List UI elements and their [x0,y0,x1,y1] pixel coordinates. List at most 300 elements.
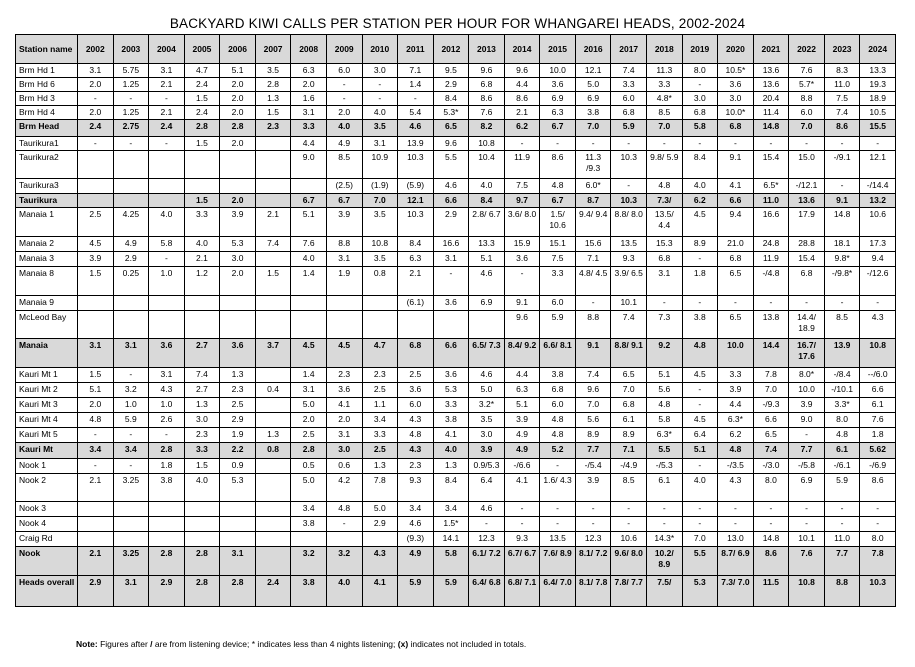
station-name: Taurikura3 [16,179,78,194]
value-cell: 3.1 [149,64,185,78]
value-cell: - [753,137,789,151]
value-cell: 3.1 [326,428,362,443]
value-cell: 8.8 [824,576,860,607]
value-cell: 17.9 [789,208,825,237]
value-cell: 9.4/ 9.4 [575,208,611,237]
value-cell: 7.7 [789,443,825,459]
value-cell: 5.62 [860,443,896,459]
value-cell [255,474,291,502]
station-name: Manaia 9 [16,296,78,311]
value-cell: 1.3 [255,92,291,106]
value-cell [113,532,149,547]
value-cell [255,194,291,208]
value-cell: 5.6 [575,413,611,428]
value-cell: 2.8/ 6.7 [469,208,505,237]
value-cell: 8.8 [575,311,611,339]
station-name: Brm Hd 4 [16,106,78,120]
value-cell: 12.1 [398,194,434,208]
value-cell: 4.0 [184,237,220,252]
value-cell: 4.0 [362,106,398,120]
value-cell: 7.4 [184,368,220,383]
value-cell: 15.3 [647,237,683,252]
value-cell: -/5.3 [647,459,683,474]
value-cell: 1.5 [184,137,220,151]
value-cell: 9.3 [398,474,434,502]
header-year: 2004 [149,35,185,64]
value-cell [255,532,291,547]
value-cell: 4.0 [326,576,362,607]
value-cell: 0.8 [362,267,398,296]
value-cell: 3.6 [433,368,469,383]
value-cell: 5.5 [433,151,469,179]
station-name: Kauri Mt 1 [16,368,78,383]
value-cell: 3.1 [433,252,469,267]
value-cell: 4.4 [291,137,327,151]
value-cell: 6.3 [540,106,576,120]
value-cell [291,532,327,547]
value-cell: 8.5 [611,474,647,502]
value-cell: 3.0 [326,443,362,459]
value-cell: 2.75 [113,120,149,137]
value-cell: 5.9 [540,311,576,339]
value-cell: 5.0 [362,502,398,517]
value-cell: 3.8 [149,474,185,502]
value-cell: 11.3 [647,64,683,78]
value-cell: 1.4 [291,368,327,383]
value-cell [113,296,149,311]
value-cell: 2.0 [220,267,256,296]
value-cell: -/4.8 [753,267,789,296]
value-cell: 5.0 [575,78,611,92]
station-name: Kauri Mt 5 [16,428,78,443]
value-cell: 2.2 [220,443,256,459]
value-cell: 1.5 [255,106,291,120]
header-row [16,35,896,64]
value-cell: 6.3* [647,428,683,443]
value-cell: 8.6 [469,92,505,106]
value-cell: 2.9 [149,576,185,607]
value-cell: 7.6 [860,413,896,428]
value-cell: - [362,78,398,92]
value-cell: 3.8 [433,413,469,428]
value-cell: 3.1 [647,267,683,296]
value-cell: 5.8 [149,237,185,252]
value-cell: 4.9 [504,443,540,459]
value-cell: 4.0 [433,443,469,459]
value-cell: 5.75 [113,64,149,78]
value-cell: 10.8 [860,339,896,368]
value-cell: 8.0 [860,532,896,547]
station-row [16,78,896,92]
value-cell: 2.0 [220,137,256,151]
value-cell: 6.8 [789,267,825,296]
value-cell: 3.3 [362,428,398,443]
value-cell: 3.9 [504,413,540,428]
value-cell: 8.6 [860,474,896,502]
value-cell: 5.4 [398,106,434,120]
value-cell: - [682,78,718,92]
value-cell: 14.4 [753,339,789,368]
value-cell: 2.1 [78,474,114,502]
value-cell: 2.5 [398,368,434,383]
station-row [16,383,896,398]
value-cell: 15.0 [789,151,825,179]
value-cell: 14.8 [753,532,789,547]
value-cell: - [824,502,860,517]
value-cell: 3.7 [255,339,291,368]
value-cell: 8.4 [398,237,434,252]
value-cell: 1.3 [220,368,256,383]
value-cell: - [860,502,896,517]
value-cell: 9.5 [433,64,469,78]
value-cell [326,311,362,339]
value-cell [255,179,291,194]
value-cell: -/6.9 [860,459,896,474]
value-cell: 1.3 [255,428,291,443]
value-cell [78,517,114,532]
value-cell: - [78,428,114,443]
value-cell: 2.0 [78,78,114,92]
value-cell: 7.6 [469,106,505,120]
station-name: Craig Rd [16,532,78,547]
table-title: BACKYARD KIWI CALLS PER STATION PER HOUR FOR WHANGAREI HEADS, 2002-2024 [169,16,746,31]
value-cell: 3.0 [469,428,505,443]
value-cell: 8.9 [682,237,718,252]
value-cell: 7.8 [860,547,896,576]
header-year: 2005 [184,35,220,64]
value-cell: 6.5/ 7.3 [469,339,505,368]
value-cell: 24.8 [753,237,789,252]
value-cell: 7.3/ [647,194,683,208]
table-body [16,64,896,607]
value-cell: 2.8 [149,547,185,576]
value-cell: 4.3 [398,443,434,459]
value-cell: 1.5 [78,368,114,383]
value-cell: 0.8 [255,443,291,459]
station-row [16,208,896,237]
station-name: Nook 4 [16,517,78,532]
area-total-row [16,443,896,459]
value-cell: -/3.0 [753,459,789,474]
value-cell: 2.1 [504,106,540,120]
value-cell: 3.5 [469,413,505,428]
value-cell [255,368,291,383]
station-name: Heads overall [16,576,78,607]
header-year: 2009 [326,35,362,64]
value-cell: 2.5 [362,383,398,398]
value-cell: 4.3 [398,413,434,428]
value-cell: - [824,179,860,194]
value-cell: 0.4 [255,383,291,398]
header-year: 2023 [824,35,860,64]
value-cell: 7.3 [647,311,683,339]
value-cell: 9.7 [504,194,540,208]
value-cell: 10.5 [860,106,896,120]
value-cell: - [78,459,114,474]
kiwi-calls-table [15,34,896,607]
value-cell: 4.5 [78,237,114,252]
value-cell: 10.0 [718,339,754,368]
value-cell: 11.5 [753,576,789,607]
station-row [16,64,896,78]
value-cell: - [540,459,576,474]
value-cell: 8.8 [326,237,362,252]
value-cell: 8.7 [575,194,611,208]
header-year: 2018 [647,35,683,64]
value-cell: 4.4 [504,78,540,92]
value-cell: 15.9 [504,237,540,252]
station-row [16,179,896,194]
value-cell: 9.0 [789,413,825,428]
station-name: Manaia 8 [16,267,78,296]
value-cell: 7.6 [789,64,825,78]
station-name: Kauri Mt 4 [16,413,78,428]
value-cell: -/12.1 [789,179,825,194]
value-cell: 6.1 [824,443,860,459]
value-cell: - [682,398,718,413]
station-name: Taurikura [16,194,78,208]
station-row [16,398,896,413]
value-cell: (9.3) [398,532,434,547]
value-cell: - [149,92,185,106]
value-cell: - [504,517,540,532]
value-cell: 12.3 [469,532,505,547]
value-cell: 9.1 [575,339,611,368]
value-cell: 13.9 [824,339,860,368]
note-text-3: indicates not included in totals. [408,639,527,649]
value-cell: 8.5 [647,106,683,120]
value-cell [184,517,220,532]
value-cell: 11.4 [753,106,789,120]
value-cell: 2.0 [326,413,362,428]
value-cell: 4.4 [504,368,540,383]
header-year: 2019 [682,35,718,64]
station-name: Manaia [16,339,78,368]
value-cell: 2.4 [149,120,185,137]
value-cell: 3.4 [362,413,398,428]
value-cell: 4.0 [149,208,185,237]
value-cell: 2.9 [362,517,398,532]
value-cell: 3.0 [220,252,256,267]
value-cell: 3.3 [184,208,220,237]
station-row [16,502,896,517]
value-cell: 3.6 [220,339,256,368]
value-cell: 11.9 [753,252,789,267]
value-cell: 1.0 [113,398,149,413]
area-total-row [16,339,896,368]
value-cell: 0.6 [326,459,362,474]
value-cell: 3.1 [78,64,114,78]
value-cell: 7.4 [824,106,860,120]
value-cell: 1.5/ 10.6 [540,208,576,237]
value-cell: 15.1 [540,237,576,252]
value-cell [255,547,291,576]
value-cell: 7.4 [611,311,647,339]
value-cell: - [647,137,683,151]
value-cell: -/12.6 [860,267,896,296]
value-cell: 10.0 [540,64,576,78]
value-cell [433,311,469,339]
value-cell: 16.7/ 17.6 [789,339,825,368]
value-cell: 6.5 [718,311,754,339]
value-cell: 5.0 [291,398,327,413]
value-cell: - [718,502,754,517]
value-cell: 7.7 [575,443,611,459]
value-cell: 10.6 [611,532,647,547]
value-cell: 5.3 [220,474,256,502]
value-cell: 1.5* [433,517,469,532]
header-station-name: Station name [16,35,78,64]
station-row [16,151,896,179]
value-cell: 0.9/5.3 [469,459,505,474]
value-cell: 8.4/ 9.2 [504,339,540,368]
value-cell: - [718,296,754,311]
value-cell: 3.3 [291,120,327,137]
value-cell: 4.9 [113,237,149,252]
header-year: 2022 [789,35,825,64]
value-cell: 6.1 [611,413,647,428]
value-cell: - [504,502,540,517]
value-cell: 6.0* [575,179,611,194]
value-cell: 7.4 [255,237,291,252]
value-cell: -/6.1 [824,459,860,474]
value-cell: 7.6 [789,547,825,576]
value-cell: 7.7 [824,547,860,576]
value-cell [291,311,327,339]
value-cell [220,151,256,179]
value-cell [255,296,291,311]
footnote [76,639,526,649]
value-cell: -/14.4 [860,179,896,194]
value-cell: --/6.0 [860,368,896,383]
value-cell: - [753,502,789,517]
value-cell: 4.8 [540,428,576,443]
value-cell: 8.6 [824,120,860,137]
value-cell: - [149,428,185,443]
value-cell: 13.9 [398,137,434,151]
value-cell: 4.0 [326,120,362,137]
value-cell: 4.8 [647,398,683,413]
value-cell: 4.1 [504,474,540,502]
value-cell: 5.0 [291,474,327,502]
value-cell: 6.3 [504,383,540,398]
value-cell: 2.1 [184,252,220,267]
value-cell: - [682,252,718,267]
header-year: 2002 [78,35,114,64]
value-cell: 7.0 [362,194,398,208]
value-cell: 2.0 [78,398,114,413]
value-cell: - [789,517,825,532]
value-cell: 13.6 [753,64,789,78]
header-year: 2014 [504,35,540,64]
value-cell: 4.9 [504,428,540,443]
station-name: Brm Hd 1 [16,64,78,78]
value-cell: - [824,296,860,311]
station-row [16,267,896,296]
value-cell: 18.1 [824,237,860,252]
value-cell: 2.8 [291,443,327,459]
value-cell: 13.6 [753,78,789,92]
value-cell: 2.8 [149,443,185,459]
station-name: Nook 1 [16,459,78,474]
value-cell: 1.2 [184,267,220,296]
station-row [16,106,896,120]
value-cell: 13.3 [860,64,896,78]
value-cell: 2.5 [291,428,327,443]
station-name: Brm Hd 3 [16,92,78,106]
value-cell: 19.3 [860,78,896,92]
value-cell [184,502,220,517]
header-year: 2020 [718,35,754,64]
area-total-row [16,547,896,576]
value-cell: 3.4 [291,502,327,517]
value-cell: 6.7 [540,120,576,137]
station-row [16,428,896,443]
value-cell: 8.0* [789,368,825,383]
value-cell: 6.8 [647,252,683,267]
value-cell: -/8.4 [824,368,860,383]
value-cell: 5.8 [682,120,718,137]
value-cell: 0.5 [291,459,327,474]
value-cell: 3.1 [220,547,256,576]
value-cell: - [860,517,896,532]
value-cell: 7.5 [504,179,540,194]
value-cell: 10.4 [469,151,505,179]
value-cell: - [611,137,647,151]
value-cell: 3.4 [78,443,114,459]
value-cell: 6.9 [575,92,611,106]
value-cell: 6.8 [540,383,576,398]
value-cell [149,296,185,311]
value-cell [255,502,291,517]
value-cell: 3.0 [184,413,220,428]
value-cell: 6.6 [860,383,896,398]
value-cell: 2.1 [78,547,114,576]
value-cell: 3.9 [78,252,114,267]
value-cell: 3.0 [362,64,398,78]
value-cell: 5.8 [647,413,683,428]
value-cell: 2.8 [220,120,256,137]
value-cell: 8.5 [824,311,860,339]
station-row [16,474,896,502]
value-cell: 3.3 [647,78,683,92]
value-cell: 9.6 [433,137,469,151]
value-cell [291,296,327,311]
value-cell: 10.1 [789,532,825,547]
value-cell: 7.3/ 7.0 [718,576,754,607]
note-text-2: are from listening device; * indicates less than 4 nights listening; [152,639,398,649]
value-cell: 6.0 [540,296,576,311]
value-cell: 5.9 [611,120,647,137]
value-cell: 1.0 [149,267,185,296]
value-cell: - [433,267,469,296]
value-cell: 11.3 /9.3 [575,151,611,179]
value-cell: 2.9 [113,252,149,267]
value-cell: 6.0 [398,398,434,413]
value-cell: 8.5 [326,151,362,179]
value-cell: 9.6 [469,64,505,78]
value-cell: 5.1 [682,443,718,459]
value-cell: 3.9/ 6.5 [611,267,647,296]
value-cell [255,459,291,474]
value-cell: 3.6/ 8.0 [504,208,540,237]
value-cell: 3.9 [326,208,362,237]
value-cell: - [113,368,149,383]
value-cell: 3.6 [149,339,185,368]
value-cell: 3.1 [78,339,114,368]
value-cell: 13.3 [469,237,505,252]
value-cell: 1.1 [362,398,398,413]
